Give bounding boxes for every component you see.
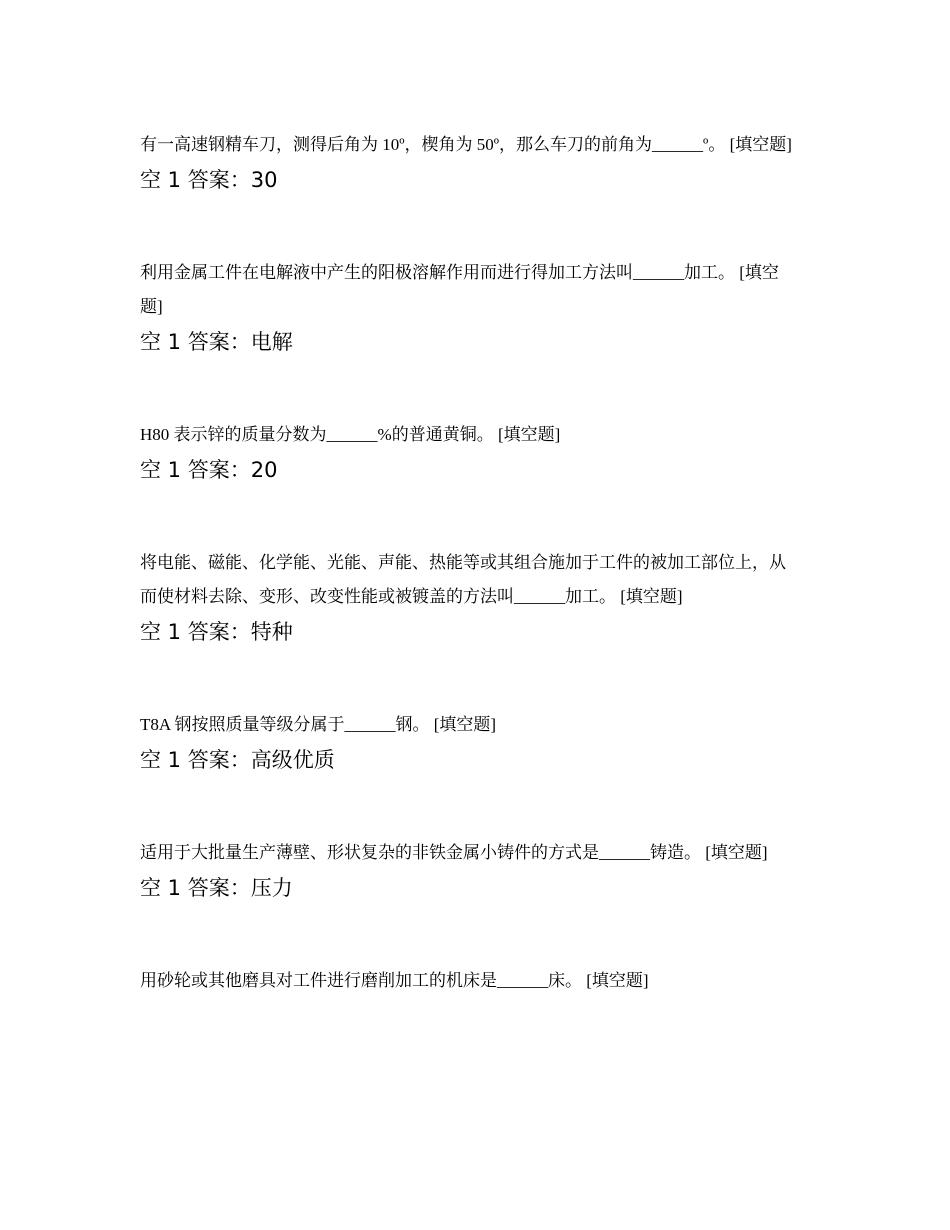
spacer: [140, 650, 810, 708]
question-blank: ______: [497, 971, 548, 990]
question-text-after: 加工。 [填空题]: [565, 587, 683, 606]
question-7: [140, 964, 810, 998]
question-blank: ______: [514, 587, 565, 606]
question-1: [140, 128, 810, 198]
question-6: [140, 836, 810, 906]
question-6-text: [140, 836, 810, 870]
question-text-before: 将电能、磁能、化学能、光能、声能、热能等或其组合施加于工件的被加工部位上，从而使材料去除、变形、改变性能或被镀盖的方法叫: [140, 553, 786, 606]
question-text-after: 铸造。 [填空题]: [650, 843, 768, 862]
question-text-after: 加工。 [填空题]: [140, 263, 779, 316]
question-text-after: º。 [填空题]: [703, 135, 792, 154]
question-2: [140, 256, 810, 360]
question-6-answer: 空 1 答案：压力: [140, 876, 293, 900]
spacer: [140, 198, 810, 256]
question-4-answer: 空 1 答案：特种: [140, 620, 293, 644]
question-text-before: T8A 钢按照质量等级分属于: [140, 715, 345, 734]
question-blank: ______: [633, 263, 684, 282]
question-2-text: [140, 256, 800, 324]
spacer: [140, 906, 810, 964]
question-4-text: [140, 546, 800, 614]
spacer: [140, 488, 810, 546]
question-1-answer: 空 1 答案：30: [140, 168, 278, 192]
question-blank: ______: [599, 843, 650, 862]
question-3-text: [140, 418, 810, 452]
question-7-text: [140, 964, 810, 998]
question-blank: ______: [344, 715, 396, 734]
question-5-answer: 空 1 答案：高级优质: [140, 748, 335, 772]
question-text-before: 用砂轮或其他磨具对工件进行磨削加工的机床是: [140, 971, 497, 990]
question-5: [140, 708, 810, 778]
spacer: [140, 778, 810, 836]
question-3: [140, 418, 810, 488]
question-text-before: 有一高速钢精车刀，测得后角为 10º，楔角为 50º，那么车刀的前角为: [140, 135, 653, 154]
question-text-after: %的普通黄铜。 [填空题]: [377, 425, 561, 444]
question-text-before: 利用金属工件在电解液中产生的阳极溶解作用而进行得加工方法叫: [140, 263, 633, 282]
question-blank: ______: [652, 135, 704, 154]
question-text-after: 钢。 [填空题]: [395, 715, 497, 734]
question-4: [140, 546, 810, 650]
question-text-after: 床。 [填空题]: [548, 971, 649, 990]
question-5-text: [140, 708, 810, 742]
question-1-text: [140, 128, 800, 162]
question-text-before: 适用于大批量生产薄壁、形状复杂的非铁金属小铸件的方式是: [140, 843, 599, 862]
question-3-answer: 空 1 答案：20: [140, 458, 278, 482]
question-list: [140, 128, 810, 998]
question-blank: ______: [326, 425, 378, 444]
question-text-before: H80 表示锌的质量分数为: [140, 425, 327, 444]
question-2-answer: 空 1 答案：电解: [140, 330, 293, 354]
spacer: [140, 360, 810, 418]
